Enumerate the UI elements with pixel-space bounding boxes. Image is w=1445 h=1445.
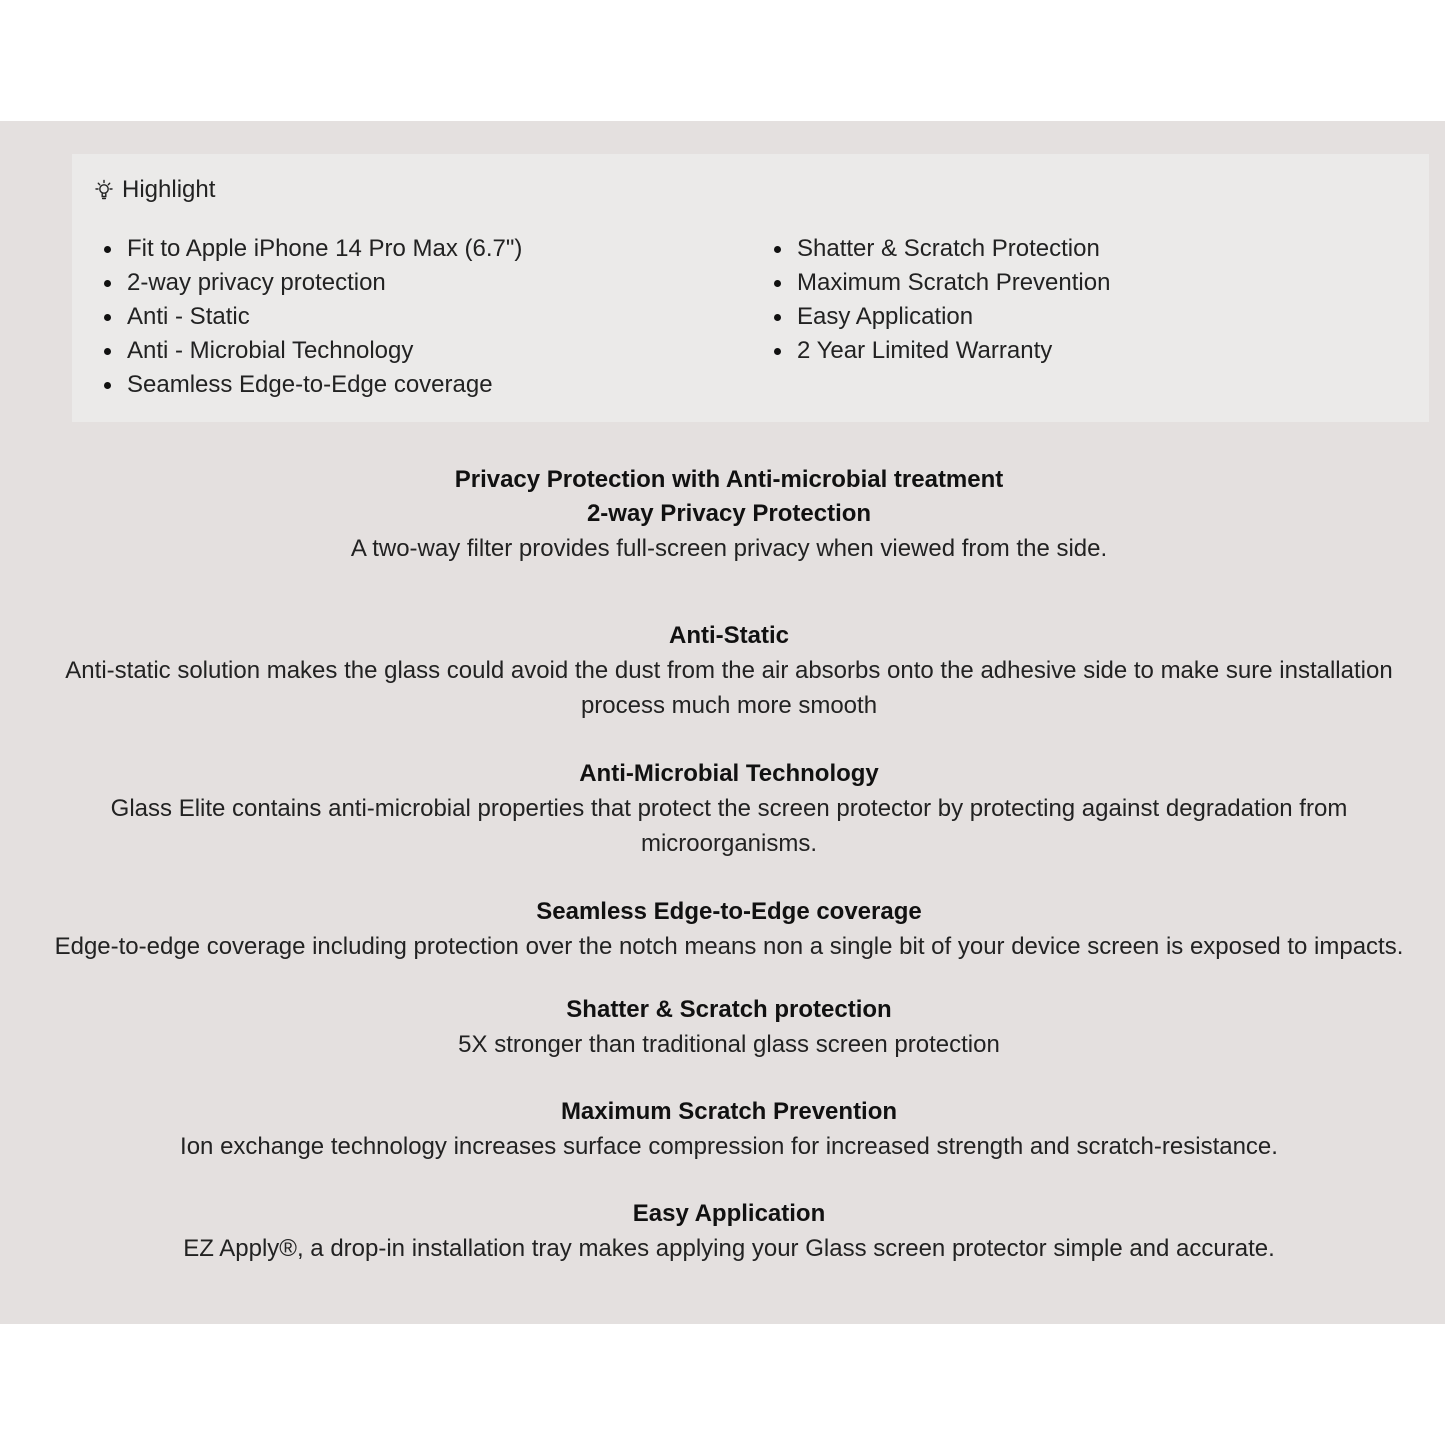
list-item: Fit to Apple iPhone 14 Pro Max (6.7") [102,232,522,266]
list-item: Anti - Microbial Technology [102,334,522,368]
section-heading: Privacy Protection with Anti-microbial treatment [454,466,1004,493]
section-heading: Shatter & Scratch protection [566,996,892,1023]
product-details-panel [0,121,1445,1324]
list-item: Maximum Scratch Prevention [772,266,1110,300]
section-heading: Anti-Microbial Technology [579,760,879,787]
section-body: EZ Apply®, a drop-in installation tray makes applying your Glass screen protector simple and accurate. [183,1235,1275,1262]
section-heading: Easy Application [632,1200,826,1227]
section-scratch-prevention [50,1095,1408,1164]
list-item: Anti - Static [102,300,522,334]
list-item: 2 Year Limited Warranty [772,334,1110,368]
section-shatter-scratch [50,993,1408,1062]
section-subheading: 2-way Privacy Protection [586,500,872,527]
section-body: Glass Elite contains anti-microbial properties that protect the screen protector by protecting against degradation from microorganisms. [110,795,1348,857]
section-heading: Seamless Edge-to-Edge coverage [536,898,922,925]
section-easy-application [50,1197,1408,1266]
highlight-box [72,154,1429,422]
section-body: 5X stronger than traditional glass screen protection [458,1031,1000,1058]
list-item: Easy Application [772,300,1110,334]
section-anti-static [50,619,1408,723]
section-heading: Anti-Static [669,622,789,649]
list-item: Seamless Edge-to-Edge coverage [102,368,522,402]
section-edge-to-edge [20,895,1438,964]
section-body: A two-way filter provides full-screen privacy when viewed from the side. [350,535,1108,562]
highlight-header [92,176,215,204]
list-item: 2-way privacy protection [102,266,522,300]
lightbulb-icon [92,178,116,202]
section-body: Anti-static solution makes the glass could avoid the dust from the air absorbs onto the adhesive side to make sure installation process much more smooth [65,657,1393,719]
section-body: Edge-to-edge coverage including protection over the notch means non a single bit of your device screen is exposed to impacts. [54,933,1404,960]
highlight-title: Highlight [122,176,216,203]
section-heading: Maximum Scratch Prevention [560,1098,898,1125]
section-privacy [50,463,1408,566]
list-item: Shatter & Scratch Protection [772,232,1110,266]
section-anti-microbial [50,757,1408,861]
highlight-list-right [772,232,1110,368]
section-body: Ion exchange technology increases surface compression for increased strength and scratch-resistance. [180,1133,1278,1160]
highlight-list-left [102,232,522,402]
